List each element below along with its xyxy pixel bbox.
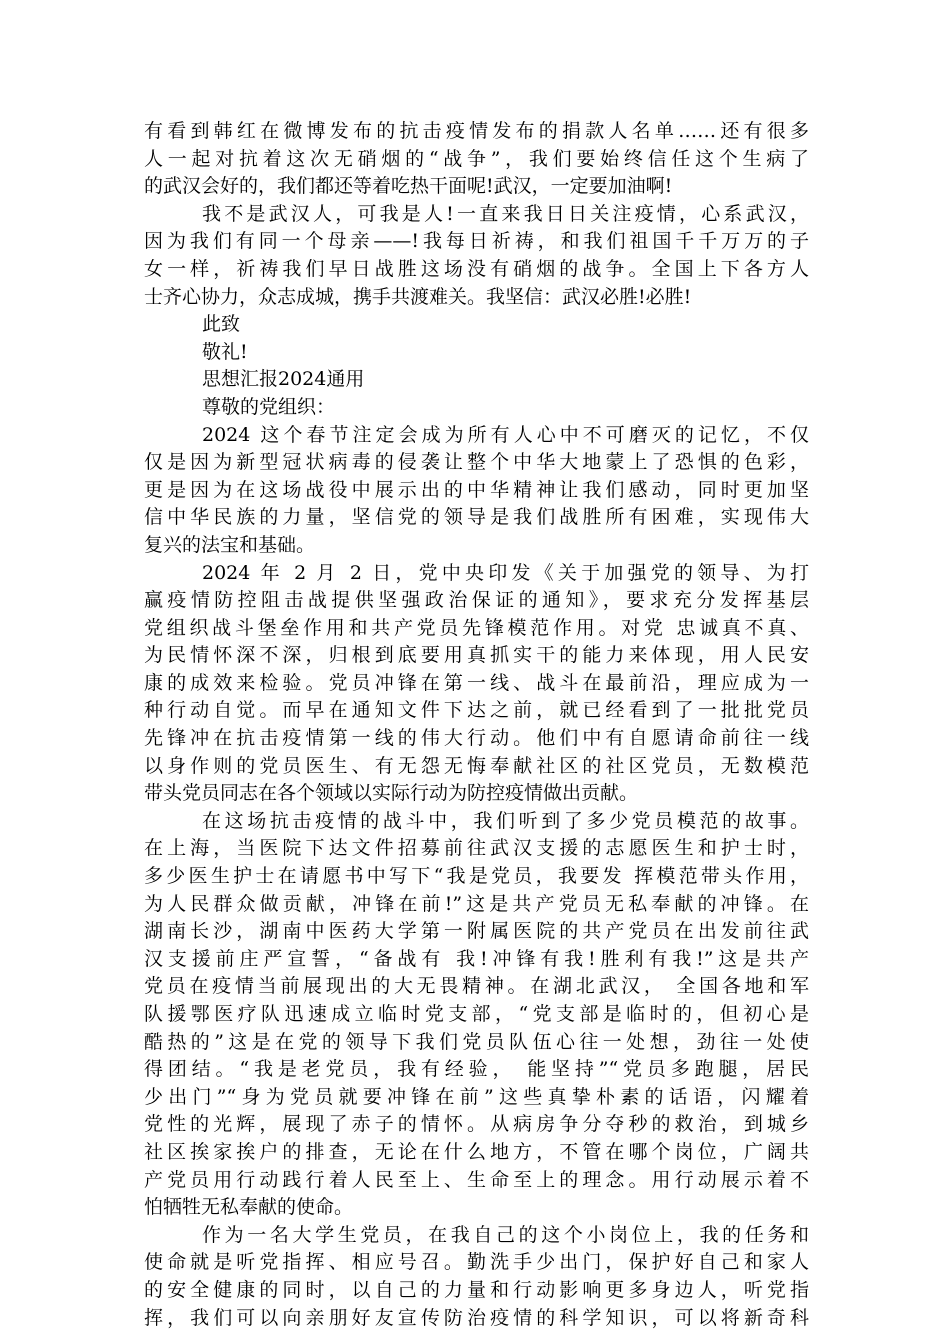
text-line: 有看到韩红在微博发布的抗击疫情发布的捐款人名单……还有很多 <box>144 120 809 142</box>
text-line: 2024 年 2 月 2 日，党中央印发《关于加强党的领导、为打 <box>202 561 809 584</box>
text-line: 敬礼! <box>202 340 248 363</box>
text-line: 2024 这个春节注定会成为所有人心中不可磨灭的记忆，不仅 <box>202 423 809 446</box>
text-line: 的安全健康的同时，以自己的力量和行动影响更多身边人，听党指 <box>144 1278 809 1301</box>
text-line: 女一样，祈祷我们早日战胜这场没有硝烟的战争。全国上下各方人 <box>144 257 809 280</box>
document-page <box>144 118 809 1332</box>
text-line: 作为一名大学生党员，在我自己的这个小岗位上，我的任务和 <box>202 1223 809 1246</box>
text-line: 社区挨家挨户的排查，无论在什么地方，不管在哪个岗位，广阔共 <box>144 1140 809 1163</box>
text-line: 种行动自觉。而早在通知文件下达之前，就已经看到了一批批党员 <box>144 699 809 722</box>
text-line: 党组织战斗堡垒作用和共产党员先锋模范作用。对党 忠诚真不真、 <box>144 616 809 639</box>
text-line: 尊敬的党组织： <box>202 395 336 418</box>
text-line: 多少医生护士在请愿书中写下“我是党员，我要发 挥模范带头作用， <box>144 865 809 888</box>
text-line: 康的成效来检验。党员冲锋在第一线、战斗在最前沿，理应成为一 <box>144 671 809 694</box>
text-line: 汉支援前庄严宣誓，“备战有 我!冲锋有我!胜利有我!”这是共产 <box>144 947 809 970</box>
text-line: 酷热的”这是在党的领导下我们党员队伍心往一处想，劲往一处使 <box>144 1030 809 1053</box>
text-line: 仅是因为新型冠状病毒的侵袭让整个中华大地蒙上了恐惧的色彩， <box>144 451 809 474</box>
text-line: 思想汇报2024通用 <box>202 368 365 391</box>
text-line: 怕牺牲无私奉献的使命。 <box>144 1196 354 1219</box>
text-line: 少出门”“身为党员就要冲锋在前”这些真挚朴素的话语，闪耀着 <box>144 1085 809 1108</box>
text-line: 队援鄂医疗队迅速成立临时党支部，“党支部是临时的，但初心是 <box>144 1003 809 1025</box>
text-line: 挥，我们可以向亲朋好友宣传防治疫情的科学知识，可以将新奇科 <box>144 1306 809 1329</box>
text-line: 先锋冲在抗击疫情第一线的伟大行动。他们中有自愿请命前往一线 <box>144 727 809 750</box>
text-line: 湖南长沙，湖南中医药大学第一附属医院的共产党员在出发前往武 <box>144 920 809 943</box>
text-line: 为民情怀深不深，归根到底要用真抓实干的能力来体现，用人民安 <box>144 644 809 667</box>
text-line: 得团结。“我是老党员，我有经验， 能坚持”“党员多跑腿，居民 <box>144 1058 809 1081</box>
text-line: 党员在疫情当前展现出的大无畏精神。在湖北武汉， 全国各地和军 <box>144 975 809 998</box>
text-line: 士齐心协力，众志成城，携手共渡难关。我坚信：武汉必胜!必胜! <box>144 285 692 308</box>
text-line: 的武汉会好的，我们都还等着吃热干面呢!武汉，一定要加油啊! <box>144 175 673 198</box>
text-line: 复兴的法宝和基础。 <box>144 533 316 556</box>
text-line: 为人民群众做贡献，冲锋在前!”这是共产党员无私奉献的冲锋。在 <box>144 892 809 915</box>
text-line: 我不是武汉人，可我是人!一直来我日日关注疫情，心系武汉， <box>202 202 809 225</box>
text-line: 赢疫情防控阻击战提供坚强政治保证的通知》，要求充分发挥基层 <box>144 589 809 612</box>
text-line: 更是因为在这场战役中展示出的中华精神让我们感动，同时更加坚 <box>144 478 809 501</box>
text-line: 以身作则的党员医生、有无怨无悔奉献社区的社区党员，无数模范 <box>144 754 809 777</box>
text-line: 在上海，当医院下达文件招募前往武汉支援的志愿医生和护士时， <box>144 837 809 860</box>
text-line: 因为我们有同一个母亲——!我每日祈祷，和我们祖国千千万万的子 <box>144 230 809 253</box>
text-line: 此致 <box>202 313 241 336</box>
text-line: 党性的光辉，展现了赤子的情怀。从病房争分夺秒的救治，到城乡 <box>144 1113 809 1136</box>
text-line: 人一起对抗着这次无硝烟的“战争”，我们要始终信任这个生病了 <box>144 147 809 170</box>
text-line: 在这场抗击疫情的战斗中，我们听到了多少党员模范的故事。 <box>202 809 809 832</box>
text-line: 带头党员同志在各个领域以实际行动为防控疫情做出贡献。 <box>144 782 639 805</box>
text-line: 信中华民族的力量，坚信党的领导是我们战胜所有困难，实现伟大 <box>144 506 809 529</box>
text-line: 产党员用行动践行着人民至上、生命至上的理念。用行动展示着不 <box>144 1168 809 1191</box>
text-line: 使命就是听党指挥、相应号召。勤洗手少出门，保护好自己和家人 <box>144 1251 809 1274</box>
